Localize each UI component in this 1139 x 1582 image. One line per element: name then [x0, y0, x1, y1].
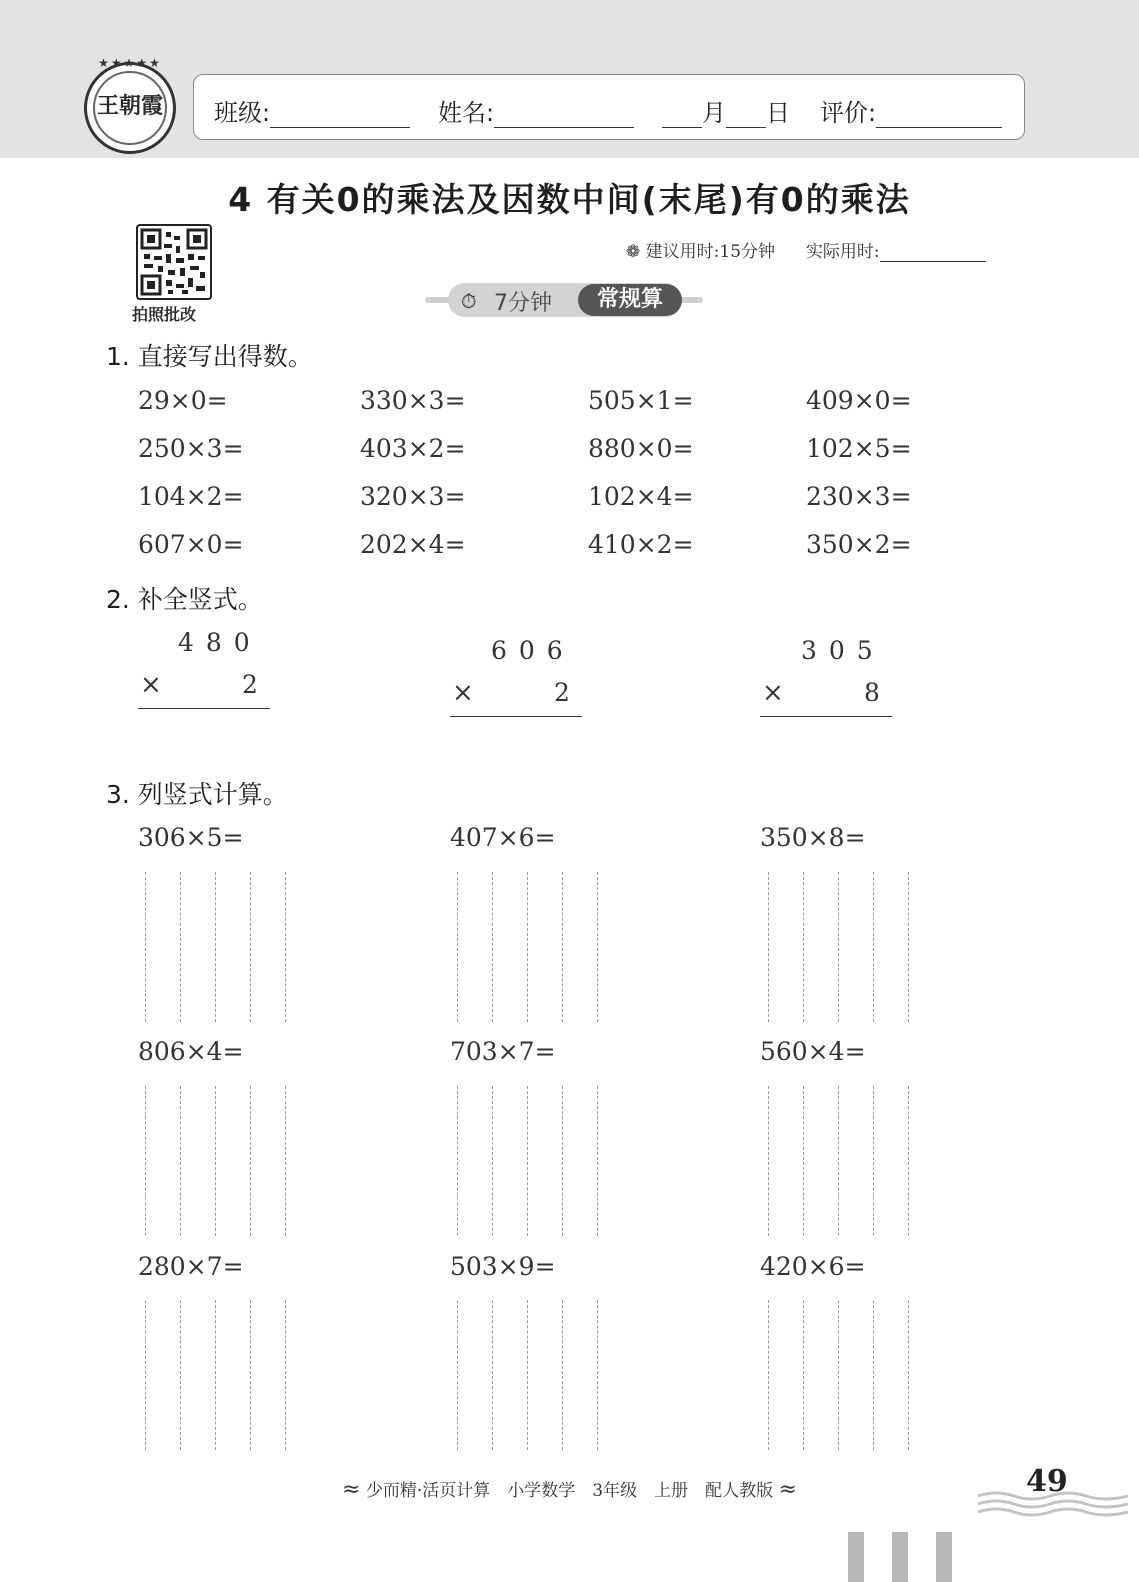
qr-code-icon[interactable] — [136, 224, 212, 300]
logo-stars: ★★★★★ — [98, 56, 162, 70]
day-blank[interactable] — [726, 101, 766, 128]
vertical-multiplier: 2 — [242, 670, 258, 699]
multiply-sign: × — [762, 678, 784, 708]
vertical-rule — [450, 716, 582, 717]
s1-problem: 230×3= — [806, 482, 912, 511]
badge-tag: 常规算 — [578, 284, 682, 316]
s3-problem: 560×4= — [760, 1037, 866, 1066]
gear-icon: ❁ — [626, 242, 641, 262]
section-2-title: 2. 补全竖式。 — [106, 585, 263, 614]
eval-field[interactable] — [820, 93, 1002, 128]
s1-problem: 250×3= — [138, 434, 244, 463]
clock-icon: ⏱ — [461, 289, 477, 313]
vertical-multiplier: 8 — [864, 678, 880, 707]
s1-problem: 202×4= — [360, 530, 466, 559]
actual-time-label: 实际用时: — [805, 242, 880, 262]
work-grid[interactable] — [768, 872, 918, 1022]
vertical-rule — [760, 716, 892, 717]
s1-problem: 505×1= — [588, 386, 694, 415]
work-grid[interactable] — [145, 1086, 295, 1236]
class-blank[interactable] — [270, 101, 410, 128]
month-blank[interactable] — [662, 101, 702, 128]
timing-info — [626, 237, 986, 262]
page-number: 49 — [1026, 1464, 1068, 1499]
vertical-multiplier: 2 — [554, 678, 570, 707]
day-label: 日 — [766, 99, 790, 127]
s1-problem: 29×0= — [138, 386, 228, 415]
s1-problem: 403×2= — [360, 434, 466, 463]
s3-problem: 280×7= — [138, 1252, 244, 1281]
s1-problem: 320×3= — [360, 482, 466, 511]
s1-problem: 880×0= — [588, 434, 694, 463]
edge-tab — [848, 1532, 864, 1582]
vertical-top-number: 305 — [801, 636, 885, 665]
date-field[interactable] — [662, 93, 790, 128]
page-title: 4 有关0的乘法及因数中间(末尾)有0的乘法 — [228, 180, 911, 219]
s1-problem: 330×3= — [360, 386, 466, 415]
vertical-top-number: 480 — [178, 628, 262, 657]
multiply-sign: × — [452, 678, 474, 708]
s1-problem: 104×2= — [138, 482, 244, 511]
section-3-title: 3. 列竖式计算。 — [106, 780, 288, 809]
name-label: 姓名: — [438, 99, 495, 127]
section-1-title: 1. 直接写出得数。 — [106, 342, 313, 371]
book-info-text: 少而精·活页计算 小学数学 3年级 上册 配人教版 — [365, 1481, 774, 1501]
s1-problem: 409×0= — [806, 386, 912, 415]
qr-caption: 拍照批改 — [132, 305, 197, 324]
work-grid[interactable] — [145, 872, 295, 1022]
vertical-top-number: 606 — [491, 636, 575, 665]
s1-problem: 410×2= — [588, 530, 694, 559]
work-grid[interactable] — [768, 1086, 918, 1236]
student-info-box — [193, 74, 1025, 140]
wave-icon: ≈ — [342, 1477, 361, 1502]
work-grid[interactable] — [768, 1300, 918, 1450]
logo-text: 王朝霞 — [96, 93, 163, 119]
s3-problem: 420×6= — [760, 1252, 866, 1281]
name-blank[interactable] — [494, 101, 634, 128]
work-grid[interactable] — [457, 1300, 607, 1450]
class-label: 班级: — [214, 99, 271, 127]
s1-problem: 102×4= — [588, 482, 694, 511]
eval-blank[interactable] — [876, 101, 1002, 128]
s3-problem: 703×7= — [450, 1037, 556, 1066]
s3-problem: 350×8= — [760, 823, 866, 852]
class-field[interactable] — [214, 93, 410, 128]
s3-problem: 407×6= — [450, 823, 556, 852]
name-field[interactable] — [438, 93, 634, 128]
brand-logo — [84, 56, 176, 154]
vertical-rule — [138, 708, 270, 709]
s3-problem: 806×4= — [138, 1037, 244, 1066]
work-grid[interactable] — [457, 872, 607, 1022]
s3-problem: 306×5= — [138, 823, 244, 852]
suggested-time: 建议用时:15分钟 — [645, 242, 776, 262]
multiply-sign: × — [140, 670, 162, 700]
wave-decoration-icon — [978, 1488, 1128, 1518]
month-label: 月 — [702, 99, 726, 127]
work-grid[interactable] — [145, 1300, 295, 1450]
badge-time: 7分钟 — [494, 291, 552, 316]
s1-problem: 350×2= — [806, 530, 912, 559]
footer-book-info — [0, 1476, 1139, 1502]
edge-tab — [892, 1532, 908, 1582]
s1-problem: 102×5= — [806, 434, 912, 463]
s3-problem: 503×9= — [450, 1252, 556, 1281]
s1-problem: 607×0= — [138, 530, 244, 559]
edge-tab — [936, 1532, 952, 1582]
wave-icon: ≈ — [778, 1477, 797, 1502]
eval-label: 评价: — [820, 99, 877, 127]
actual-time-blank[interactable] — [880, 243, 986, 262]
work-grid[interactable] — [457, 1086, 607, 1236]
